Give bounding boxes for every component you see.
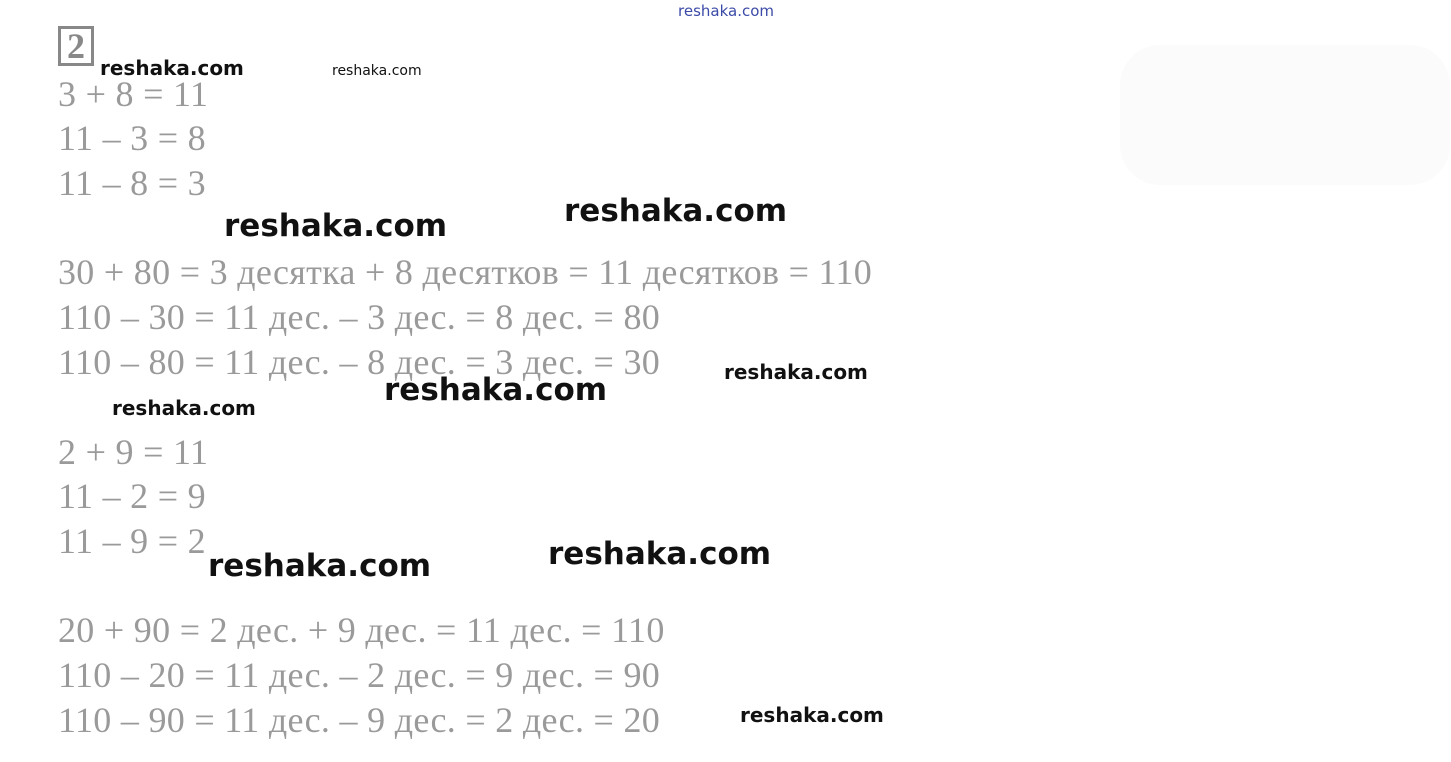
task-number-box: 2 <box>58 26 94 66</box>
equation-line: 110 – 80 = 11 дес. – 8 дес. = 3 дес. = 30 <box>58 342 661 382</box>
watermark-label: reshaka.com <box>224 208 448 244</box>
equation-line: 30 + 80 = 3 десятка + 8 десятков = 11 десятков = 110 <box>58 252 873 292</box>
top-watermark: reshaka.com <box>678 2 774 20</box>
watermark-label: reshaka.com <box>384 372 608 408</box>
equation-line: 11 – 2 = 9 <box>58 476 206 516</box>
equation-line: 20 + 90 = 2 дес. + 9 дес. = 11 дес. = 110 <box>58 610 665 650</box>
watermark-label: reshaka.com <box>100 56 244 80</box>
watermark-label: reshaka.com <box>548 536 772 572</box>
watermark-label: reshaka.com <box>332 63 422 79</box>
equation-line: 3 + 8 = 11 <box>58 74 209 114</box>
equation-line: 11 – 9 = 2 <box>58 521 206 561</box>
watermark-label: reshaka.com <box>564 193 788 229</box>
equation-line: 110 – 30 = 11 дес. – 3 дес. = 8 дес. = 80 <box>58 297 661 337</box>
equation-line: 110 – 90 = 11 дес. – 9 дес. = 2 дес. = 20 <box>58 700 661 740</box>
background-smudge <box>1120 45 1450 185</box>
watermark-label: reshaka.com <box>740 703 884 727</box>
equation-line: 110 – 20 = 11 дес. – 2 дес. = 9 дес. = 90 <box>58 655 661 695</box>
watermark-label: reshaka.com <box>724 360 868 384</box>
equation-line: 11 – 3 = 8 <box>58 118 206 158</box>
watermark-label: reshaka.com <box>112 396 256 420</box>
watermark-label: reshaka.com <box>208 548 432 584</box>
equation-line: 2 + 9 = 11 <box>58 432 209 472</box>
equation-line: 11 – 8 = 3 <box>58 163 206 203</box>
